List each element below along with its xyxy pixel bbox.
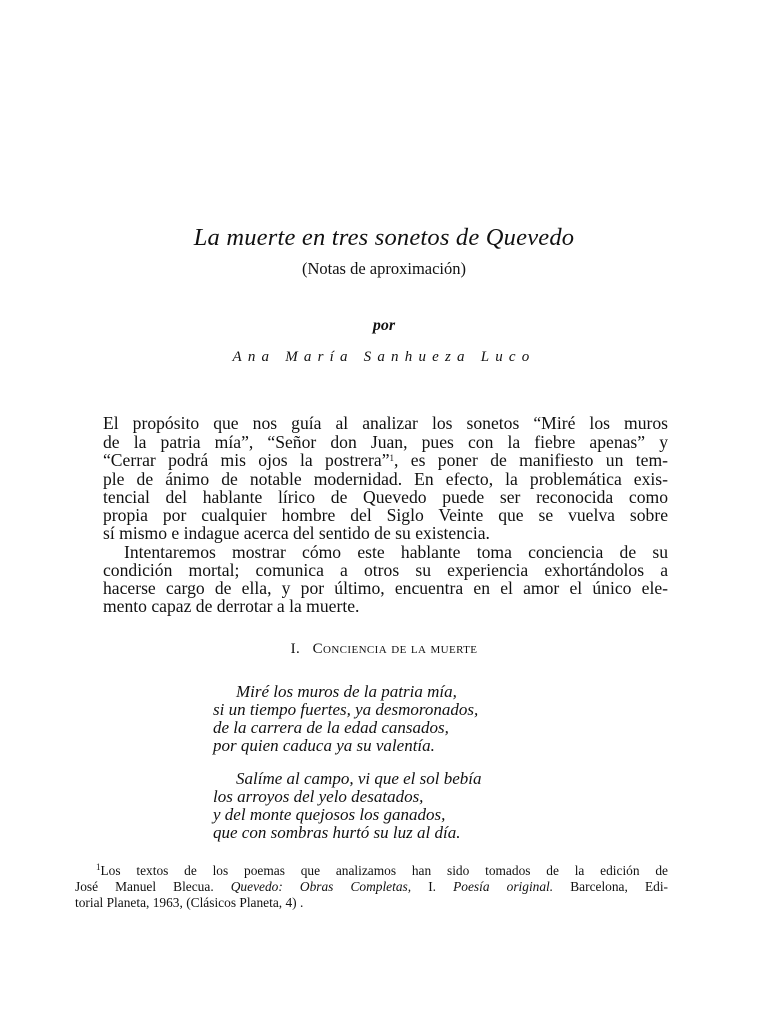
body-line: Intentaremos mostrar cómo este hablante toma conciencia de su xyxy=(124,542,668,562)
body-line: El propósito que nos guía al analizar los sonetos “Miré los muros xyxy=(103,413,668,433)
section-number: I. xyxy=(290,641,301,657)
body-text: “Cerrar podrá mis ojos la postrera” xyxy=(103,450,390,470)
verse-line: Miré los muros de la patria mía, xyxy=(236,682,457,701)
body-line xyxy=(103,451,668,469)
section-heading xyxy=(0,641,768,658)
body-line: condición mortal; comunica a otros su experiencia exhortándolos a xyxy=(103,560,668,580)
verse-line: que con sombras hurtó su luz al día. xyxy=(213,823,461,842)
body-text: , es poner de manifiesto un tem- xyxy=(394,450,668,470)
verse-line: de la carrera de la edad cansados, xyxy=(213,718,449,737)
footnote-text: José Manuel Blecua. xyxy=(75,879,231,894)
body-line: sí mismo e indague acerca del sentido de su existencia. xyxy=(103,523,490,543)
footnote-text: I. xyxy=(411,879,454,894)
footnote-mark: 1 xyxy=(96,862,101,872)
footnote-book-title: Quevedo: Obras Completas, xyxy=(230,879,412,894)
verse-line: si un tiempo fuertes, ya desmoronados, xyxy=(213,700,479,719)
article-title: La muerte en tres sonetos de Quevedo xyxy=(193,224,575,251)
body-line: hacerse cargo de ella, y por último, encuentra en el amor el único ele- xyxy=(103,578,668,598)
body-line: de la patria mía”, “Señor don Juan, pues con la fiebre apenas” y xyxy=(103,432,668,452)
article-subtitle: (Notas de aproximación) xyxy=(301,259,467,278)
verse-line: y del monte quejosos los ganados, xyxy=(213,805,446,824)
body-line: mento capaz de derrotar a la muerte. xyxy=(103,596,360,616)
footnote-volume-title: Poesía original. xyxy=(453,879,554,894)
footnote-reference: 1 xyxy=(389,453,395,463)
body-line: propia por cualquier hombre del Siglo Veinte que se vuelva sobre xyxy=(103,505,668,525)
byline-por: por xyxy=(372,317,396,334)
footnote-text: Los textos de los poemas que analizamos han sido tomados de la edición de xyxy=(100,863,668,878)
verse-line: los arroyos del yelo desatados, xyxy=(213,787,424,806)
footnote-line xyxy=(96,862,668,879)
verse-line: Salíme al campo, vi que el sol bebía xyxy=(236,769,482,788)
footnote-text: Barcelona, Edi- xyxy=(553,879,668,894)
author-name: Ana María Sanhueza Luco xyxy=(232,349,536,365)
body-line: ple de ánimo de notable modernidad. En efecto, la problemática exis- xyxy=(103,469,668,489)
footnote-line xyxy=(75,878,668,895)
footnote-line: torial Planeta, 1963, (Clásicos Planeta, 4) . xyxy=(75,895,304,910)
section-title: Conciencia de la muerte xyxy=(312,641,478,657)
body-line: tencial del hablante lírico de Quevedo puede ser reconocida como xyxy=(103,487,668,507)
verse-line: por quien caduca ya su valentía. xyxy=(213,736,435,755)
